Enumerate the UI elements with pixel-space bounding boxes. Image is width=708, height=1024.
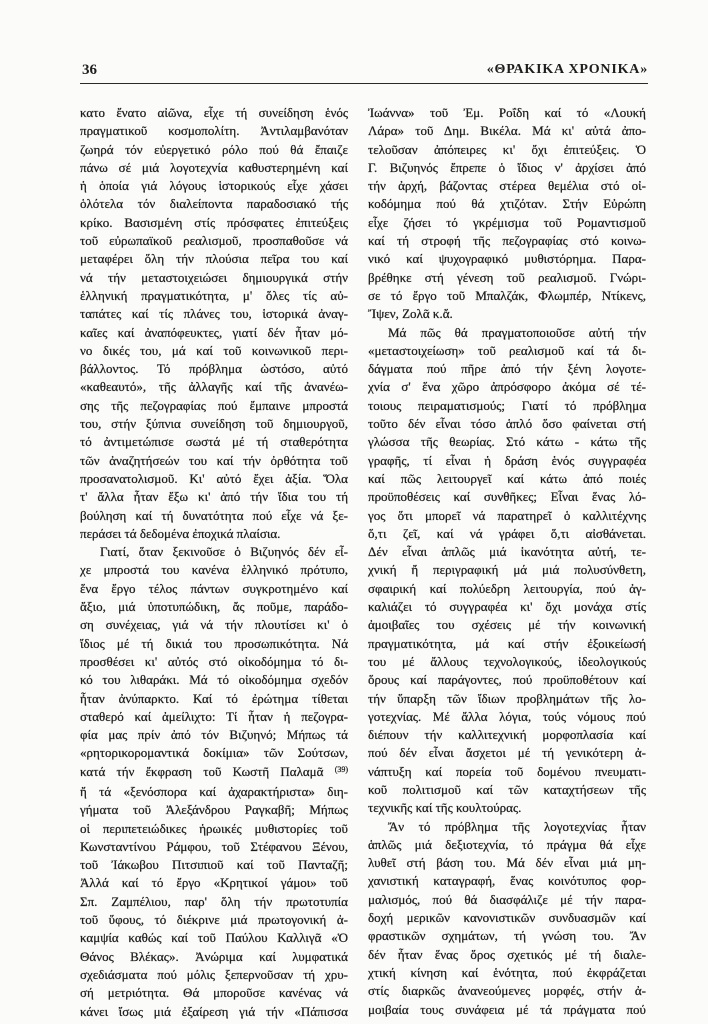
text-line: τεχνικῆς καί τῆς κουλτούρας. (368, 800, 522, 816)
text-line: πραγματικοῦ κοσμοπολίτη. Ἀντιλαμβανόταν (80, 123, 348, 139)
text-line: εἶχε ζήσει τό γκρέμισμα τοῦ Ρομαντισμοῦ (368, 214, 646, 230)
page-number: 36 (82, 62, 97, 78)
text-line: Ἴψεν, Ζολᾶ κ.ἄ. (368, 306, 453, 322)
paragraph (368, 818, 646, 1019)
text-line: Ἰωάννα» τοῦ Ἐμ. Ροΐδη καί τό «Λουκή (368, 105, 646, 120)
text-line: Ἀλλά καί τό ἔργο «Κρητικοί γάμοι» τοῦ (80, 875, 348, 891)
text-line: τῶν ἀναζητήσεών του καί τήν ὀρθότητα τοῦ (80, 452, 348, 468)
text-line: τ' ἄλλα ἦταν ἔξω κι' ἀπό τήν ἴδια του τή (80, 489, 348, 505)
text-line: νά τήν μεταστοιχειώσει δημιουργικά στήν (80, 269, 348, 285)
text-line: ἡ ὁποία γιά λόγους ἱστορικούς εἶχε χάσει (80, 178, 348, 194)
text-line: πού δέν εἶναι ἄσχετοι μέ τή γενικότερη ἀ- (368, 745, 646, 761)
text-line: καῖες καί ἀναπόφευκτες, γιατί δέν ἦταν μό- (80, 324, 348, 340)
text-line: κρίκο. Βασισμένη στίς πρόσφατες ἐπιτεύξεις (80, 214, 348, 230)
text-line: σή μετριότητα. Θά μποροῦσε κανένας νά (80, 985, 348, 1001)
text-line: ἁπλῶς μιά δεξιοτεχνία, τό πράγμα θά εἶχε (368, 836, 646, 852)
text-line: νάπτυξη καί πορεία τοῦ δομένου πνευματι- (368, 763, 646, 779)
text-line: φραστικῶν σχημάτων, τή γνώση του. Ἄν (368, 928, 646, 944)
text-line: Θάνος Βλέκας». Ἀνώριμα καί λυμφατικά (80, 948, 348, 964)
text-line: του, στήν ξύπνια συνείδηση τοῦ δημιουργοῦ, (80, 416, 348, 432)
text-line: δάγματα πού πῆρε ἀπό τήν ξένη λογοτε- (368, 361, 646, 377)
text-line: περάσει τά δεδομένα ἐποχικά πλαίσια. (80, 525, 281, 541)
text-line: γοτεχνίας. Μέ ἄλλα λόγια, τούς νόμους πού (368, 708, 646, 724)
text-line: ἑλληνική πραγματικότητα, μ' ὅλες τίς αὐ- (80, 287, 348, 303)
text-line: σε τό ἔργο τοῦ Μπαλζάκ, Φλωμπέρ, Ντίκενς, (368, 287, 646, 303)
text-line: ἄξιο, μιά ὑποτυπώδικη, ἄς ποῦμε, παράδο- (80, 599, 348, 615)
text-line: ση συνέχειας, γιά νά τήν πλουτίσει κι' ὁ (80, 617, 348, 633)
text-line: Δέν εἶναι ἁπλῶς μιά ἱκανότητα αὐτή, τε- (368, 544, 646, 560)
text-line: καί τή στροφή τῆς πεζογραφίας στό κοινω- (368, 233, 646, 249)
text-line: χνία σ' ἕνα χῶρο ἀπρόσφορο ἀκόμα σέ τέ- (368, 379, 646, 395)
text-line: καί πῶς λειτουργεῖ καί κάτω ἀπό ποιές (368, 470, 646, 486)
paragraph (80, 543, 348, 1021)
text-line: Γ. Βιζυηνός ἔπρεπε ὁ ἴδιος ν' ἀρχίσει ἀπό (368, 159, 646, 175)
text-line: γλώσσα τῆς θεωρίας. Στό κάτω - κάτω τῆς (368, 434, 646, 450)
text-line: τοῦτο δέν εἶναι τόσο ἁπλό ὅσο φαίνεται στή (368, 416, 646, 432)
text-line: προσθέσει κι' αὐτός στό οἰκοδόμημα τό δι- (80, 653, 348, 669)
text-line: ὅ,τι ζεῖ, καί νά γράφει ὅ,τι αἰσθάνεται. (368, 525, 646, 541)
text-line: «καθεαυτό», τῆς ἀλλαγῆς καί τῆς ἀνανέω- (80, 379, 348, 395)
text-line: κοδόμημα πού θά χτιζόταν. Στήν Εὐρώπη (368, 196, 646, 212)
text-line: χανιστική καταγραφή, ἕνας κοινότυπος φορ- (368, 873, 646, 889)
journal-title: «ΘΡΑΚΙΚΑ ΧΡΟΝΙΚΑ» (486, 62, 648, 77)
text-line: φία μας πρίν ἀπό τόν Βιζυηνό; Μήπως τά (80, 727, 348, 743)
text-line: σταθερό καί ἀμείλιχτο: Τί ἦταν ἡ πεζογρα- (80, 708, 348, 724)
text-line: στίς διαρκῶς ἀνανεούμενες μορφές, στήν ἀ- (368, 983, 646, 999)
text-line: πάνω σέ μιά λογοτεχνία καθυστερημένη καί (80, 159, 348, 175)
text-line: οἱ περιπετειώδικες ἡρωικές μυθιστορίες τοῦ (80, 820, 348, 836)
text-line: τελοῦσαν ἀπόπειρες κι' ὄχι ἐπιτεύξεις. Ὁ (368, 141, 646, 157)
text-line: μαλισμός, πού θά διασφάλιζε μέ τήν παρα- (368, 891, 646, 907)
text-line: προσανατολισμοῦ. Κι' αὐτό ἔχει ἀξία. Ὅλα (80, 470, 348, 486)
text-line: λυθεῖ στή βάση του. Μά δέν εἶναι μιά μη- (368, 855, 646, 871)
text-line: ἴδιος μέ τή δικιά του προσωπικότητα. Νά (80, 635, 348, 651)
text-line: τοῦ Ἰάκωβου Πιτσιπιοῦ καί τοῦ Πανταζῆ; (80, 857, 348, 873)
text-line: χε μπροστά του κανένα ἑλληνικό πρότυπο, (80, 562, 348, 578)
text-line: Ἄν τό πρόβλημα τῆς λογοτεχνίας ἦταν (388, 818, 646, 834)
text-line: διέπουν τήν καλλιτεχνική μορφοπλασία καί (368, 727, 646, 743)
text-line: ταπάτες καί τίς πλάνες του, ἱστορικά ἀναγ- (80, 306, 348, 322)
text-line: ἀμοιβαῖες του σχέσεις μέ τήν κοινωνική (368, 617, 646, 633)
text-line: βούληση καί τή δυνατότητα πού εἶχε νά ξε- (80, 507, 348, 523)
text-line: δοχή μερικῶν κανονιστικῶν συνδυασμῶν καί (368, 910, 646, 926)
text-line-content: κατά τήν ἔκφραση τοῦ Κωστῆ Παλαμᾶ (80, 763, 324, 779)
text-line: Σπ. Ζαμπέλιου, παρ' ὅλη τήν πρωτοτυπία (80, 893, 348, 909)
text-line: Γιατί, ὅταν ξεκινοῦσε ὁ Βιζυηνός δέν εἶ- (100, 544, 348, 560)
text-line: σχεδιάσματα πού μόλις ξεπερνοῦσαν τή χρυ- (80, 966, 348, 982)
text-line: βρέθηκε στή γένεση τοῦ ρεαλισμοῦ. Γνώρι- (368, 269, 646, 285)
paragraph (368, 104, 646, 324)
text-line (80, 763, 348, 783)
text-line: κάνει ἴσως μιά ἐξαίρεση γιά τήν «Πάπισσα (80, 1003, 348, 1019)
text-line: σης τῆς πεζογραφίας πού ἔμπαινε μπροστά (80, 397, 348, 413)
header-rule (80, 83, 648, 84)
text-line: του μέ ἄλλους τεχνολογικούς, ἰδεολογικούς (368, 653, 646, 669)
text-line: μοιβαία τους συνάφεια μέ τά πράγματα πού (368, 1001, 646, 1017)
text-line: κοῦ πολιτισμοῦ καί τῶν καταχτήσεων τῆς (368, 781, 646, 797)
text-line: καλιάζει τό συγγραφέα κι' ὄχι μονάχα στίς (368, 599, 646, 615)
text-line: κό του λιθαράκι. Μά τό οἰκοδόμημα σχεδόν (80, 672, 348, 688)
text-line: ζωηρά τόν εὐεργετικό ρόλο πού θά ἔπαιζε (80, 141, 348, 157)
text-line: τήν ἀρχή, βάζοντας στέρεα θεμέλια στό οἰ- (368, 178, 646, 194)
text-line: χνική ἤ περιγραφική μά μιά πολυσύνθετη, (368, 562, 646, 578)
text-line: τοῦ ὕφους, τό διέκρινε μιά πρωτογονική ἀ- (80, 912, 348, 928)
text-line: ὅρους καί παράγοντες, πού προϋποθέτουν καί (368, 672, 646, 688)
text-line: χτική κίνηση καί ἑνότητα, πού ἐκφράζεται (368, 964, 646, 980)
text-line: γήματα τοῦ Ἀλεξάνδρου Ραγκαβῆ; Μήπως (80, 802, 348, 818)
text-line: δέν ἦταν ἕνας ὅρος σχετικός μέ τή διαλε- (368, 946, 646, 962)
text-line: ἕνα ἔργο τέλος πάντων συγκροτημένο καί (80, 580, 348, 596)
text-line: γραφῆς, τί εἶναι ἡ δράση ἑνός συγγραφέα (368, 452, 646, 468)
text-line: προϋποθέσεις καί συνθῆκες; Εἶναι ἕνας λό- (368, 489, 646, 505)
text-line: ἤ τά «ξενόσπορα καί ἀχαρακτήριστα» διη- (80, 783, 348, 799)
text-line: «ρητορικορομαντικά δοκίμια» τῶν Σούτσων, (80, 745, 348, 761)
text-line: καμψία καθώς καί τοῦ Παύλου Καλλιγᾶ «Ὁ (80, 930, 348, 946)
text-line: τό ἀντιμετώπισε σωστά μέ τή σταθερότητα (80, 434, 348, 450)
text-line: «μεταστοιχείωση» τοῦ ρεαλισμοῦ καί τά δι- (368, 342, 646, 358)
text-line: ἦταν ἀνύπαρκτο. Καί τό ἐρώτημα τίθεται (80, 690, 348, 706)
text-line: βάλλοντος. Τό πρόβλημα ὡστόσο, αὐτό (80, 361, 348, 377)
right-column (368, 104, 646, 1019)
paragraph (368, 324, 646, 818)
text-line: ὁλότελα τόν διαλείποντα παραδοσιακό τής (80, 196, 348, 212)
text-line: Μά πῶς θά πραγματοποιοῦσε αὐτή τήν (388, 324, 646, 340)
paragraph (80, 104, 348, 543)
left-column (80, 104, 348, 1021)
text-line: τοιους πειραματισμούς; Γιατί τό πρόβλημα (368, 397, 646, 413)
text-line: Κωνσταντίνου Ράμφου, τοῦ Στέφανου Ξένου, (80, 838, 348, 854)
footnote-marker: (39) (334, 764, 349, 774)
text-line: πραγματικότητα, μά καί στήν ἐξοικείωσή (368, 635, 646, 651)
text-line: νο δικές του, μά καί τοῦ κοινωνικοῦ περι- (80, 342, 348, 358)
text-line: νικό καί ψυχογραφικό μυθιστόρημα. Παρα- (368, 251, 646, 267)
text-line: σφαιρική καί πολύεδρη λειτουργία, πού ἀγ- (368, 580, 646, 596)
text-line: κατο ἔνατο αἰῶνα, εἶχε τή συνείδηση ἑνός (80, 105, 348, 120)
text-line: τοῦ εὐρωπαϊκοῦ ρεαλισμοῦ, προσπαθοῦσε νά (80, 233, 348, 249)
text-line: γος ὅτι μπορεῖ νά παρατηρεῖ ὁ καλλιτέχνης (368, 507, 646, 523)
text-line: τήν ὕπαρξη τῶν ἴδιων προβλημάτων τῆς λο- (368, 690, 646, 706)
text-line: μεταφέρει ὅλη τήν πλούσια πεῖρα του καί (80, 251, 348, 267)
text-line: Λάρα» τοῦ Δημ. Βικέλα. Μά κι' αὐτά ἀπο- (368, 123, 646, 139)
